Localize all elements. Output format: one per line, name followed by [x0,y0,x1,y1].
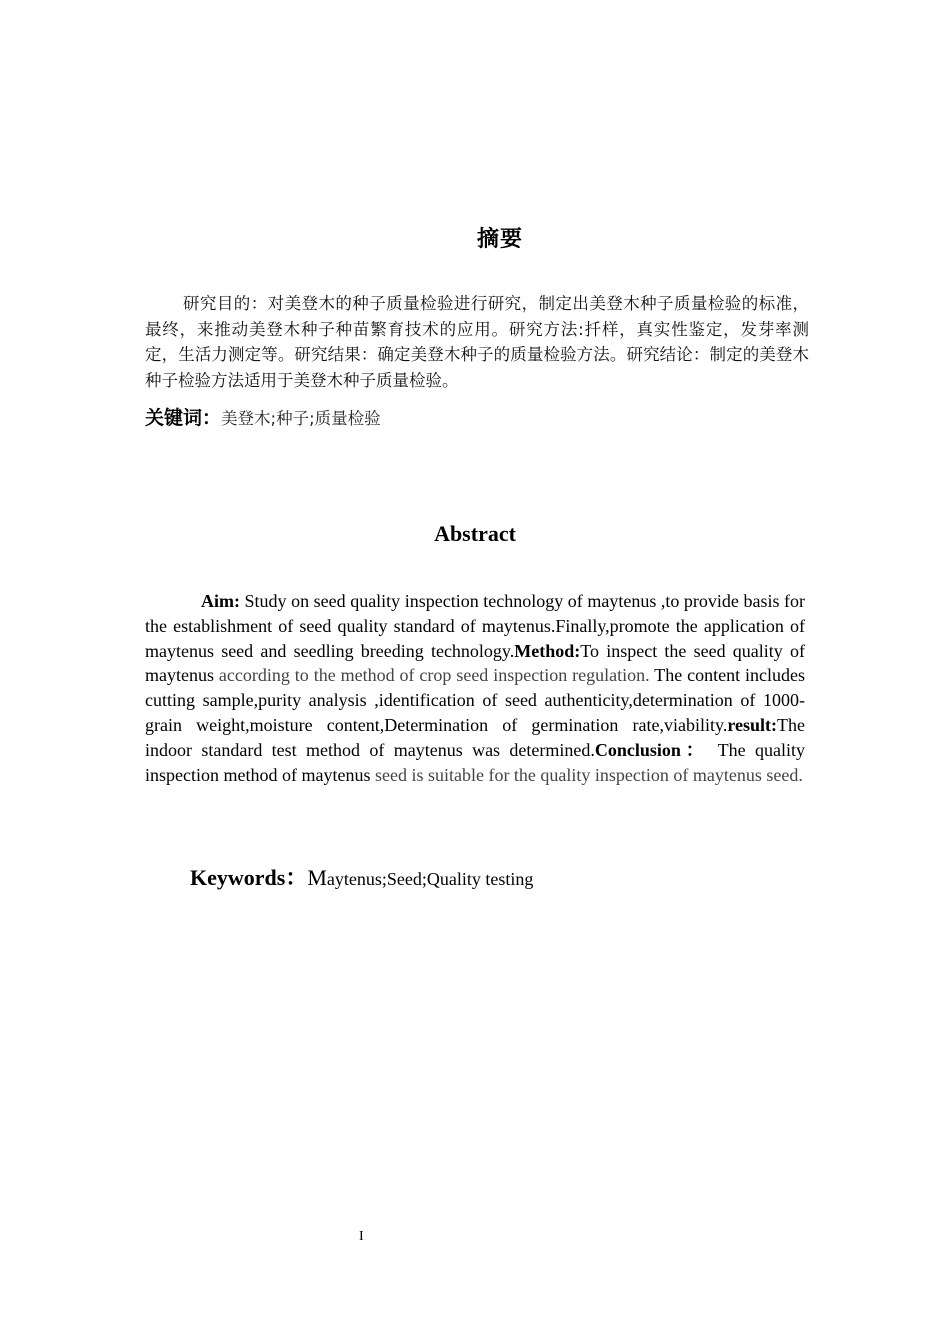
aim-text: Study on seed quality inspection technology of maytenus ,to provide basis for the establishment of seed quality standard of maytenus.Finally,promote the application of maytenus seed and seedling breeding technology. [145,591,805,661]
method-label: Method: [514,640,581,661]
method-text-a: To inspect the seed quality of maytenus [145,640,806,686]
english-keywords [190,864,533,893]
method-text-b: according to the method of crop seed inspection regulation. [218,665,650,686]
chinese-abstract-body: 研究目的：对美登木的种子质量检验进行研究，制定出美登木种子质量检验的标准，最终，来推动美登木种子种苗繁育技术的应用。研究方法:扦样，真实性鉴定，发芽率测定，生活力测定等。研究结果：确定美登木种子的质量检验方法。研究结论：制定的美登木种子检验方法适用于美登木种子质量检验。 [145,294,809,390]
chinese-keywords-value: 美登木;种子;质量检验 [221,409,381,428]
english-abstract-heading: Abstract [434,521,516,546]
result-label: result: [727,714,778,735]
page-number: I [359,1229,364,1244]
conclusion-label: Conclusion： [594,739,709,760]
conclusion-text-b: seed is suitable for the quality inspection of maytenus seed. [374,764,803,785]
chinese-keywords [145,405,809,432]
english-keywords-rest: aytenus;Seed;Quality testing [326,869,534,889]
english-abstract-body [145,589,805,787]
english-keywords-initial: M [307,865,327,890]
result-text: The indoor standard test method of maytenus was determined. [145,714,805,760]
conclusion-text-a: The quality inspection method of maytenus [145,739,806,785]
aim-label: Aim: [201,591,240,611]
method-text-c: The content includes cutting sample,purity analysis ,identification of seed authenticity,determination of 1000-grain weight,moisture content,Determination of germination rate,viability. [145,665,805,735]
english-keywords-label: Keywords： [190,865,308,890]
chinese-abstract-heading: 摘要 [476,227,523,252]
chinese-keywords-label: 关键词： [145,407,222,429]
english-keywords-value [307,865,534,890]
